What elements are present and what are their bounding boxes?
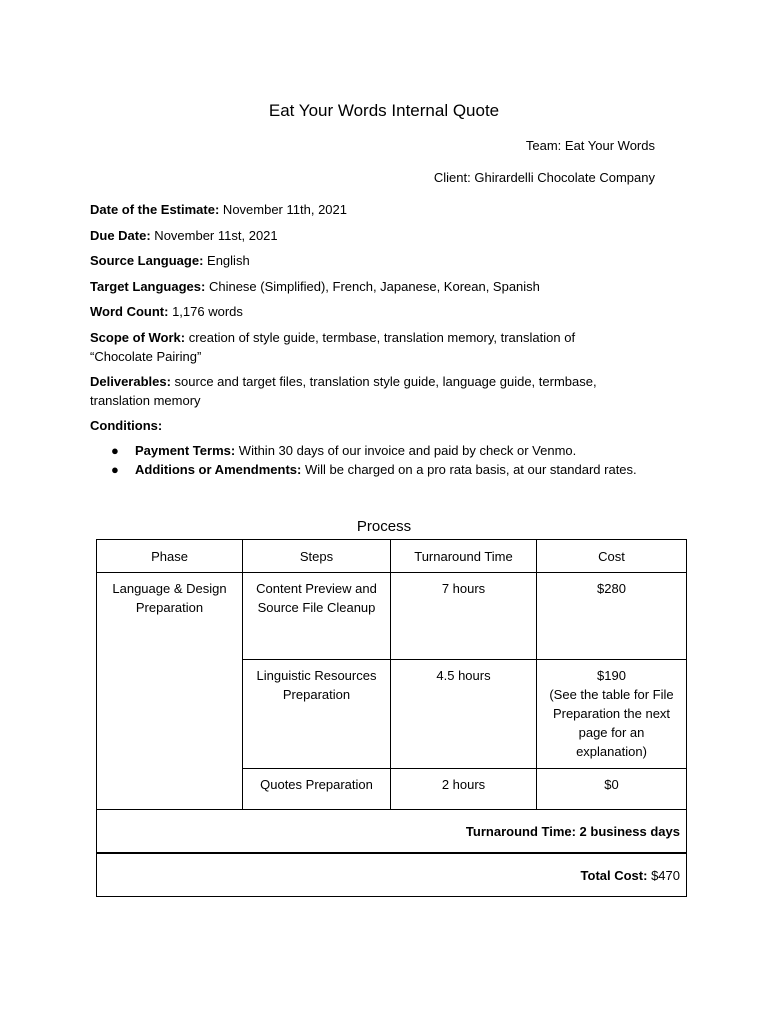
target-languages-field [90, 277, 650, 296]
step-cell: Quotes Preparation [243, 769, 391, 810]
table-row [97, 573, 687, 660]
table-header-row [97, 540, 687, 573]
list-item [111, 441, 641, 460]
condition-text: Will be charged on a pro rata basis, at our standard rates. [301, 462, 637, 477]
step-cell: Content Preview and Source File Cleanup [243, 573, 391, 660]
conditions-field [90, 416, 650, 435]
deliverables-value: source and target files, translation style guide, language guide, termbase, translation memory [90, 374, 597, 408]
step-cell: Linguistic Resources Preparation [243, 660, 391, 769]
column-header-steps: Steps [243, 540, 391, 573]
client-line: Client: Ghirardelli Chocolate Company [433, 170, 655, 185]
due-date-value: November 11st, 2021 [150, 228, 278, 243]
scope-of-work-value: creation of style guide, termbase, translation memory, translation of “Chocolate Pairing” [90, 330, 576, 364]
condition-text: Within 30 days of our invoice and paid by check or Venmo. [235, 443, 577, 458]
cost-value: $0 [604, 777, 619, 792]
target-languages-label: Target Languages: [90, 279, 206, 294]
cost-cell [537, 769, 687, 810]
process-table [96, 539, 687, 897]
due-date-field [90, 226, 650, 245]
bullet-icon: ● [111, 443, 119, 458]
total-cost-value: $470 [647, 867, 680, 883]
total-cost-label: Total Cost: [580, 867, 648, 883]
target-languages-value: Chinese (Simplified), French, Japanese, Korean, Spanish [205, 279, 540, 294]
time-cell: 7 hours [391, 573, 537, 660]
due-date-label: Due Date: [90, 228, 151, 243]
scope-of-work-field [90, 328, 620, 366]
estimate-date-field [90, 200, 650, 219]
deliverables-field [90, 372, 635, 410]
turnaround-summary: Turnaround Time: 2 business days [465, 823, 680, 839]
cost-cell [537, 573, 687, 660]
cost-value: $190 [597, 668, 626, 683]
conditions-list [111, 441, 641, 479]
condition-label: Additions or Amendments: [135, 462, 302, 477]
bullet-icon: ● [111, 462, 119, 477]
phase-cell: Language & Design Preparation [97, 573, 243, 810]
process-table-caption: Process [356, 518, 412, 535]
word-count-label: Word Count: [90, 304, 169, 319]
page-title: Eat Your Words Internal Quote [268, 101, 500, 120]
time-cell: 2 hours [391, 769, 537, 810]
column-header-turnaround: Turnaround Time [391, 540, 537, 573]
list-item [111, 460, 641, 479]
conditions-label: Conditions: [90, 418, 163, 433]
word-count-value: 1,176 words [168, 304, 243, 319]
source-language-field [90, 251, 650, 270]
scope-of-work-label: Scope of Work: [90, 330, 186, 345]
cost-cell [537, 660, 687, 769]
time-cell: 4.5 hours [391, 660, 537, 769]
condition-label: Payment Terms: [135, 443, 236, 458]
estimate-date-value: November 11th, 2021 [219, 202, 347, 217]
cost-value: $280 [597, 581, 626, 596]
turnaround-summary-row [97, 810, 687, 854]
column-header-phase: Phase [97, 540, 243, 573]
column-header-cost: Cost [537, 540, 687, 573]
source-language-label: Source Language: [90, 253, 204, 268]
word-count-field [90, 302, 650, 321]
total-cost-cell [97, 853, 687, 897]
source-language-value: English [203, 253, 250, 268]
deliverables-label: Deliverables: [90, 374, 171, 389]
total-cost-row [97, 853, 687, 897]
estimate-date-label: Date of the Estimate: [90, 202, 220, 217]
cost-note: (See the table for File Preparation the next page for an explanation) [549, 687, 674, 759]
turnaround-summary-cell [97, 810, 687, 854]
team-line: Team: Eat Your Words [525, 138, 655, 153]
